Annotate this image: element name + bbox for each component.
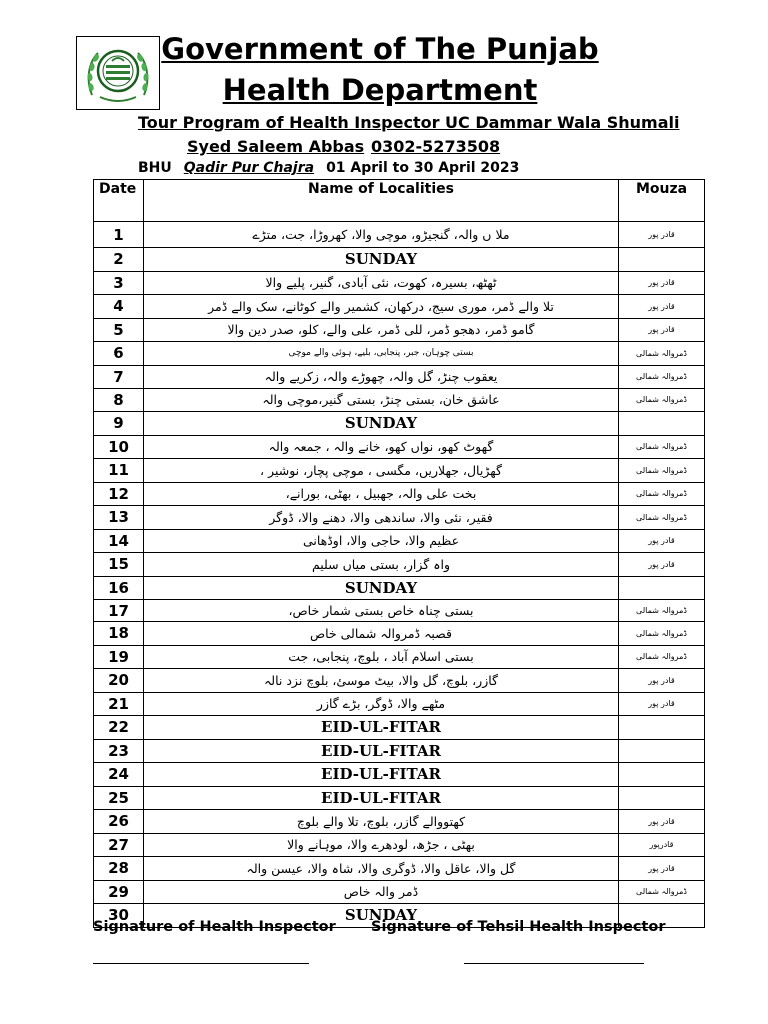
localities-cell: بخت علی والہ، جھبیل ، بھٹی، بورانے،: [144, 482, 619, 506]
table-row: [94, 833, 705, 857]
date-cell: 11: [94, 459, 144, 483]
date-cell: 3: [94, 271, 144, 295]
date-cell: 16: [94, 576, 144, 600]
mouza-cell: [619, 576, 705, 600]
table-row: [94, 365, 705, 388]
mouza-cell: ڈمروالہ شمالی: [619, 600, 705, 622]
mouza-cell: ڈمروالہ شمالی: [619, 435, 705, 459]
date-cell: 29: [94, 880, 144, 904]
mouza-cell: قادر پور: [619, 318, 705, 342]
date-cell: 24: [94, 763, 144, 787]
schedule-table: [93, 179, 705, 928]
mouza-cell: [619, 739, 705, 763]
table-row: [94, 342, 705, 366]
inspector-phone: 0302-5273508: [371, 137, 501, 156]
table-row: [94, 482, 705, 506]
mouza-cell: قادر پور: [619, 222, 705, 248]
date-cell: 23: [94, 739, 144, 763]
mouza-cell: ڈمروالہ شمالی: [619, 365, 705, 388]
localities-cell: بھٹی ، جڑھ، لودھرے والا، موہانے والا: [144, 833, 619, 857]
localities-cell: عظیم والا، حاجی والا، اوڈھانی: [144, 529, 619, 553]
date-cell: 13: [94, 506, 144, 530]
mouza-cell: ڈمروالہ شمالی: [619, 622, 705, 646]
table-row: [94, 248, 705, 272]
period: 01 April to 30 April 2023: [326, 160, 520, 176]
bhu-name: Qadir Pur Chajra: [183, 160, 315, 176]
table-row: [94, 622, 705, 646]
date-cell: 14: [94, 529, 144, 553]
tehsil-health-inspector-signature-line: [464, 963, 644, 964]
table-row: [94, 880, 705, 904]
date-cell: 12: [94, 482, 144, 506]
localities-cell: قصبہ ڈمروالہ شمالی خاص: [144, 622, 619, 646]
mouza-cell: قادر پور: [619, 553, 705, 577]
localities-cell: ٹھٹھ، بسیرہ، کھوت، نئی آبادی، گنیر، پلیے والا: [144, 271, 619, 295]
mouza-cell: [619, 716, 705, 740]
localities-cell: ملا ں والہ، گنجیڑو، موچی والا، کھروڑا، جت، متڑے: [144, 222, 619, 248]
date-cell: 1: [94, 222, 144, 248]
health-inspector-signature-label: Signature of Health Inspector: [93, 919, 336, 935]
table-row: [94, 645, 705, 669]
table-row: [94, 553, 705, 577]
localities-cell: بستی اسلام آباد ، بلوچ، پنجابی، جت: [144, 645, 619, 669]
date-cell: 10: [94, 435, 144, 459]
localities-cell: بستی چناہ خاص بستی شمار خاص،: [144, 600, 619, 622]
date-cell: 28: [94, 857, 144, 881]
mouza-cell: ڈمروالہ شمالی: [619, 388, 705, 412]
localities-cell: SUNDAY: [144, 248, 619, 272]
localities-cell: بستی چوہان، جبر، پنجابی، بلیے، ہوئی والے موچی: [144, 342, 619, 366]
health-inspector-signature-line: [93, 963, 309, 964]
mouza-column-header: Mouza: [619, 180, 705, 222]
localities-cell: مٹھے والا، ڈوگر، بڑے گازر: [144, 692, 619, 716]
localities-cell: ڈمر والہ خاص: [144, 880, 619, 904]
mouza-cell: قادر پور: [619, 271, 705, 295]
table-row: [94, 739, 705, 763]
bhu-line: [138, 159, 519, 177]
table-row: [94, 435, 705, 459]
localities-cell: SUNDAY: [144, 412, 619, 436]
mouza-cell: قادرپور: [619, 833, 705, 857]
localities-cell: SUNDAY: [144, 576, 619, 600]
localities-cell: گازر، بلوچ، گل والا، بیٹ موسئ، بلوچ نزد نالہ: [144, 669, 619, 693]
table-row: [94, 295, 705, 319]
table-row: [94, 459, 705, 483]
table-row: [94, 716, 705, 740]
localities-cell: گھوٹ کھو، نواں کھو، خانے والہ ، جمعہ والہ: [144, 435, 619, 459]
table-row: [94, 786, 705, 810]
localities-cell: EID-UL-FITAR: [144, 716, 619, 740]
table-row: [94, 669, 705, 693]
document-title: Government of The Punjab: [161, 32, 599, 66]
localities-cell: SUNDAY: [144, 904, 619, 928]
localities-cell: گھڑیال، جھلاریں، مگسی ، موچی پچار، نوشیر ،: [144, 459, 619, 483]
table-row: [94, 763, 705, 787]
date-cell: 5: [94, 318, 144, 342]
date-cell: 15: [94, 553, 144, 577]
table-row: [94, 576, 705, 600]
table-row: [94, 318, 705, 342]
mouza-cell: [619, 412, 705, 436]
localities-cell: تلا والے ڈمر، موری سیج، درکھان، کشمیر والے کوٹانے، سک والے ڈمر: [144, 295, 619, 319]
tehsil-health-inspector-signature-label: Signature of Tehsil Health Inspector: [371, 919, 666, 935]
table-row: [94, 692, 705, 716]
localities-cell: واہ گزار، بستی میاں سلیم: [144, 553, 619, 577]
table-row: [94, 506, 705, 530]
date-cell: 17: [94, 600, 144, 622]
date-cell: 21: [94, 692, 144, 716]
table-row: [94, 857, 705, 881]
localities-cell: EID-UL-FITAR: [144, 786, 619, 810]
date-cell: 2: [94, 248, 144, 272]
date-cell: 26: [94, 810, 144, 834]
date-cell: 27: [94, 833, 144, 857]
table-row: [94, 412, 705, 436]
localities-cell: فقیر، نئی والا، ساندھی والا، دھنے والا، ڈوگر: [144, 506, 619, 530]
table-row: [94, 600, 705, 622]
mouza-cell: قادر پور: [619, 810, 705, 834]
localities-cell: EID-UL-FITAR: [144, 763, 619, 787]
mouza-cell: ڈمروالہ شمالی: [619, 342, 705, 366]
bhu-label: BHU: [138, 160, 172, 176]
localities-cell: عاشق خان، بستی چنڑ، بستی گنیر،موچی والہ: [144, 388, 619, 412]
date-column-header: Date: [94, 180, 144, 222]
date-cell: 4: [94, 295, 144, 319]
mouza-cell: قادر پور: [619, 669, 705, 693]
mouza-cell: ڈمروالہ شمالی: [619, 459, 705, 483]
localities-cell: EID-UL-FITAR: [144, 739, 619, 763]
date-cell: 30: [94, 904, 144, 928]
date-cell: 8: [94, 388, 144, 412]
date-cell: 6: [94, 342, 144, 366]
date-cell: 20: [94, 669, 144, 693]
table-row: [94, 810, 705, 834]
tour-program-subtitle: Tour Program of Health Inspector UC Dammar Wala Shumali: [138, 113, 680, 132]
localities-cell: کھتووالے گازر، بلوچ، تلا والے بلوچ: [144, 810, 619, 834]
mouza-cell: قادر پور: [619, 692, 705, 716]
mouza-cell: [619, 786, 705, 810]
mouza-cell: ڈمروالہ شمالی: [619, 482, 705, 506]
date-cell: 7: [94, 365, 144, 388]
mouza-cell: ڈمروالہ شمالی: [619, 645, 705, 669]
table-row: [94, 222, 705, 248]
mouza-cell: قادر پور: [619, 529, 705, 553]
mouza-cell: [619, 248, 705, 272]
mouza-cell: ڈمروالہ شمالی: [619, 506, 705, 530]
localities-cell: گل والا، عاقل والا، ڈوگری والا، شاہ والا، عیسن والہ: [144, 857, 619, 881]
date-cell: 25: [94, 786, 144, 810]
table-header-row: [94, 180, 705, 222]
date-cell: 19: [94, 645, 144, 669]
date-cell: 9: [94, 412, 144, 436]
localities-cell: یعقوب چنڑ، گل والہ، چھوڑے والہ، زکریے والہ: [144, 365, 619, 388]
table-row: [94, 388, 705, 412]
date-cell: 18: [94, 622, 144, 646]
mouza-cell: قادر پور: [619, 857, 705, 881]
mouza-cell: [619, 763, 705, 787]
table-row: [94, 529, 705, 553]
department-title: Health Department: [222, 73, 538, 107]
localities-column-header: Name of Localities: [144, 180, 619, 222]
date-cell: 22: [94, 716, 144, 740]
inspector-name: Syed Saleem Abbas: [187, 137, 365, 156]
mouza-cell: ڈمروالہ شمالی: [619, 880, 705, 904]
table-row: [94, 271, 705, 295]
mouza-cell: قادر پور: [619, 295, 705, 319]
localities-cell: گامو ڈمر، دھجو ڈمر، للی ڈمر، علی والے، کلو، صدر دین والا: [144, 318, 619, 342]
